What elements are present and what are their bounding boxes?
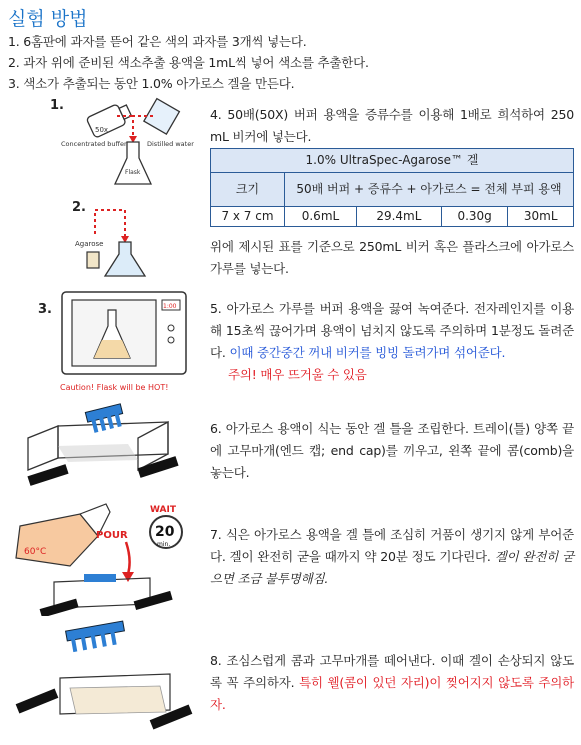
temperature-label: 60°C	[24, 547, 47, 557]
step-5-warning: 주의! 매우 뜨거울 수 있음	[228, 367, 367, 382]
caution-text: Caution! Flask will be HOT!	[60, 383, 169, 392]
table-value-agarose: 0.30g	[441, 207, 508, 227]
wait-label: WAIT	[150, 505, 176, 515]
wait-minutes-unit: min.	[157, 541, 171, 548]
table-title: 1.0% UltraSpec-Agarose™ 겔	[211, 149, 574, 173]
bottle-label: 50x	[95, 126, 109, 134]
agarose-recipe-table	[210, 148, 574, 227]
step-8-red-note: 특히 웰(콤이 있던 자리)이 찢어지지 않도록 주의하자.	[210, 675, 574, 712]
page-title: 실험 방법	[8, 8, 88, 30]
figure-3-microwave	[60, 288, 190, 396]
agarose-label: Agarose	[75, 240, 104, 248]
table-row-label: 크기	[211, 173, 285, 207]
figure-2-number: 2.	[72, 200, 86, 215]
wait-minutes-number: 20	[155, 524, 175, 540]
figure-3-number: 3.	[38, 302, 52, 317]
step-5-main: 5. 아가로스 가루를 버퍼 용액을 끓여 녹여준다. 전자레인지를 이용해 15초씩 끊어가며 용액이 넘치지 않도록 주의하며 1분정도 돌려준다.	[210, 301, 574, 360]
pour-label: POUR	[96, 530, 128, 541]
microwave-timer: 1:00	[163, 303, 177, 310]
figure-1-buffer-dilution	[55, 96, 195, 196]
step-7-italic-note: 겔이 완전히 굳으면 조금 불투명해짐.	[210, 549, 574, 586]
intro-line-1: 1. 6홈판에 과자를 뜯어 같은 색의 과자를 3개씩 넣는다.	[8, 34, 307, 49]
step-8-main: 8. 조심스럽게 콤과 고무마개를 떼어낸다. 이때 겔이 손상되지 않도록 꼭 주의하자.	[210, 653, 574, 690]
table-size-cell: 7 x 7 cm	[211, 207, 285, 227]
table-row-description: 50배 버퍼 + 증류수 + 아가로스 = 전체 부피 용액	[285, 173, 574, 207]
table-value-water: 29.4mL	[356, 207, 441, 227]
figure-7-pour-gel	[10, 496, 200, 616]
step-7-text	[210, 524, 574, 590]
table-value-buffer: 0.6mL	[285, 207, 357, 227]
figure-8-remove-comb	[10, 618, 200, 740]
table-value-total: 30mL	[508, 207, 574, 227]
intro-line-3: 3. 색소가 추출되는 동안 1.0% 아가로스 겔을 만든다.	[8, 76, 295, 91]
figure-1-number: 1.	[50, 98, 64, 113]
step-7-main: 7. 식은 아가로스 용액을 겔 틀에 조심히 거품이 생기지 않게 부어준다. 겔이 완전히 굳을 때까지 약 20분 정도 기다린다.	[210, 527, 574, 564]
figure-6-gel-tray	[18, 400, 198, 492]
step-5-text	[210, 298, 574, 364]
concentrated-buffer-label: Concentrated buffer	[61, 140, 127, 148]
figure-2-add-agarose	[75, 200, 195, 280]
step-4-after-text: 위에 제시된 표를 기준으로 250mL 비커 혹은 플라스크에 아가로스 가루를 넣는다.	[210, 239, 574, 276]
step-6-text: 6. 아가로스 용액이 식는 동안 겔 틀을 조립한다. 트레이(틀) 양쪽 끝에 고무마개(엔드 캡; end cap)를 끼우고, 왼쪽 끝에 콤(comb)을 놓는다.	[210, 421, 574, 480]
step-4-text: 4. 50배(50X) 버퍼 용액을 증류수를 이용해 1배로 희석하여 250 mL 비커에 넣는다.	[210, 107, 574, 144]
distilled-water-label: Distilled water	[147, 140, 194, 148]
intro-line-2: 2. 과자 위에 준비된 색소추출 용액을 1mL씩 넣어 색소를 추출한다.	[8, 55, 369, 70]
flask-label: Flask	[125, 169, 141, 176]
step-5-blue-note: 이때 중간중간 꺼내 비커를 빙빙 돌려가며 섞어준다.	[229, 345, 506, 360]
step-8-text	[210, 650, 574, 716]
